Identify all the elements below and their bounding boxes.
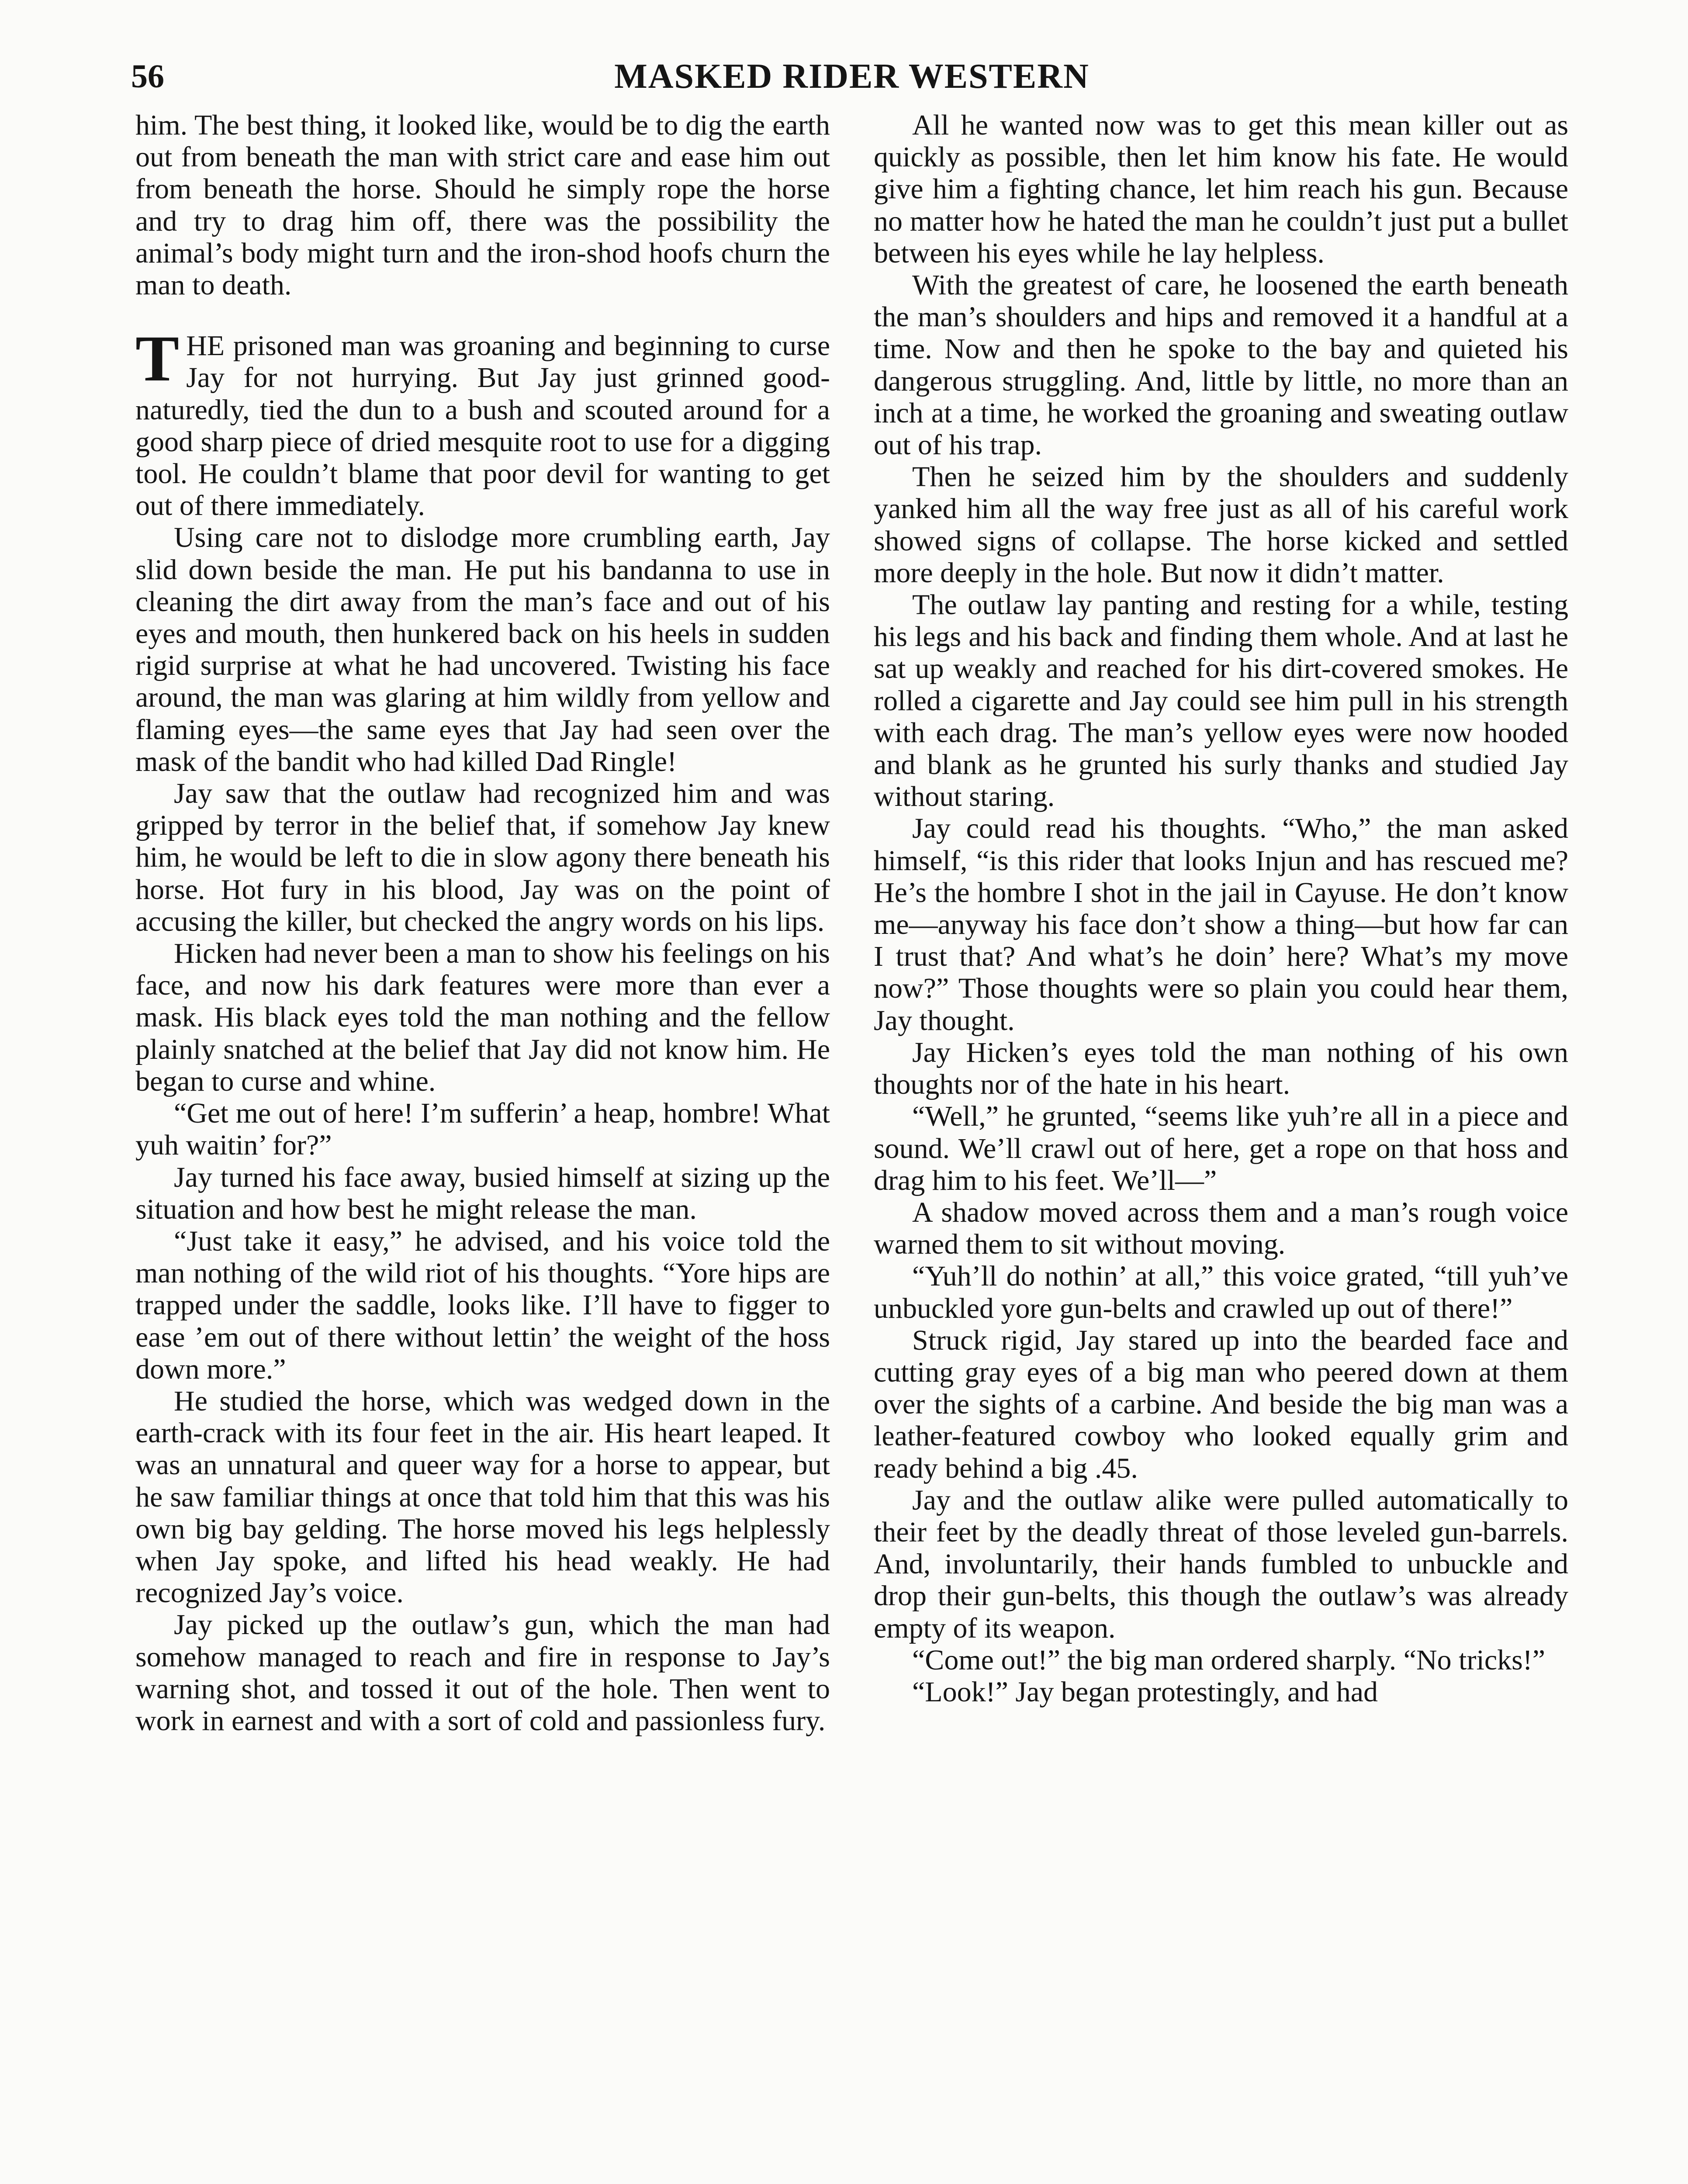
paragraph: All he wanted now was to get this mean killer out as quickly as possible, then let him know his fate. He would give him a fighting chance, let him reach his gun. Because no matter how he hated the man he couldn’t just put a bullet between his eyes while he lay helpless.: [874, 109, 1568, 269]
paragraph: “Well,” he grunted, “seems like yuh’re all in a piece and sound. We’ll crawl out of here, get a rope on that hoss and drag him to his feet. We’ll—”: [874, 1100, 1568, 1196]
running-head: MASKED RIDER WESTERN: [614, 57, 1090, 96]
paragraph: A shadow moved across them and a man’s rough voice warned them to sit without moving.: [874, 1196, 1568, 1261]
paragraph: “Just take it easy,” he advised, and his voice told the man nothing of the wild riot of his thoughts. “Yore hips are trapped under the saddle, looks like. I’ll have to figger to ease ’em out of there without lettin’ the weight of the hoss down more.”: [135, 1225, 830, 1385]
paragraph: The outlaw lay panting and resting for a while, testing his legs and his back and finding them whole. And at last he sat up weakly and reached for his dirt-covered smokes. He rolled a cigarette and Jay could see him pull in his strength with each drag. The man’s yellow eyes were now hooded and blank as he grunted his surly thanks and studied Jay without staring.: [874, 589, 1568, 813]
paragraph: Jay saw that the outlaw had recognized him and was gripped by terror in the belief that, if somehow Jay knew him, he would be left to die in slow agony there beneath his horse. Hot fury in his blood, Jay was on the point of accusing the killer, but checked the angry words on his lips.: [135, 778, 830, 937]
paragraph: “Come out!” the big man ordered sharply. “No tricks!”: [912, 1644, 1546, 1676]
paragraph: With the greatest of care, he loosened the earth beneath the man’s shoulders and hips and removed it a handful at a time. Now and then he spoke to the bay and quieted his dangerous struggling. And, little by little, no more than an inch at a time, he worked the groaning and sweating outlaw out of his trap.: [874, 269, 1568, 461]
page-header: [131, 52, 1573, 100]
paragraph: “Look!” Jay began protestingly, and had: [912, 1676, 1378, 1708]
left-column: [135, 109, 830, 2184]
paragraph: Jay could read his thoughts. “Who,” the man asked himself, “is this rider that looks Injun and has rescued me? He’s the hombre I shot in the jail in Cayuse. He don’t know me—anyway his face don’t show a thing—but how far can I trust that? And what’s he doin’ here? What’s my move now?” Those thoughts were so plain you could hear them, Jay thought.: [874, 812, 1568, 1037]
paragraph: Using care not to dislodge more crumbling earth, Jay slid down beside the man. He put his bandanna to use in cleaning the dirt away from the man’s face and out of his eyes and mouth, then hunkered back on his heels in sudden rigid surprise at what he had uncovered. Twisting his face around, the man was glaring at him wildly from yellow and flaming eyes—the same eyes that Jay had seen over the mask of the bandit who had killed Dad Ringle!: [135, 522, 830, 778]
paragraph: him. The best thing, it looked like, would be to dig the earth out from beneath the man with strict care and ease him out from beneath the horse. Should he simply rope the horse and try to drag him off, there was the possibility the animal’s body might turn and the iron-shod hoofs churn the man to death.: [135, 109, 830, 301]
paragraph-text: HE prisoned man was groaning and beginning to curse Jay for not hurrying. But Jay just grinned good-naturedly, tied the dun to a bush and scouted around for a good sharp piece of dried mesquite root to use for a digging tool. He couldn’t blame that poor devil for wanting to get out of there immediately.: [135, 330, 830, 522]
paragraph: Jay picked up the outlaw’s gun, which the man had somehow managed to reach and fire in response to Jay’s warning shot, and tossed it out of the hole. Then went to work in earnest and with a sort of cold and passionless fury.: [135, 1609, 830, 1737]
paragraph: Struck rigid, Jay stared up into the bearded face and cutting gray eyes of a big man who peered down at them over the sights of a carbine. And beside the big man was a leather-featured cowboy who looked equally grim and ready behind a big .45.: [874, 1324, 1568, 1484]
paragraph: Jay Hicken’s eyes told the man nothing of his own thoughts nor of the hate in his heart.: [874, 1036, 1568, 1101]
page-number: 56: [131, 58, 164, 95]
paragraph: He studied the horse, which was wedged down in the earth-crack with its four feet in the air. His heart leaped. It was an unnatural and queer way for a horse to appear, but he saw familiar things at once that told him that this was his own big bay gelding. The horse moved his legs helplessly when Jay spoke, and lifted his head weakly. He had recognized Jay’s voice.: [135, 1385, 830, 1609]
paragraph: “Get me out of here! I’m sufferin’ a heap, hombre! What yuh waitin’ for?”: [135, 1097, 830, 1161]
paragraph: “Yuh’ll do nothin’ at all,” this voice grated, “till yuh’ve unbuckled yore gun-belts and crawled up out of there!”: [874, 1260, 1568, 1324]
right-column: [874, 109, 1568, 2184]
paragraph: Hicken had never been a man to show his feelings on his face, and now his dark features were more than ever a mask. His black eyes told the man nothing and the fellow plainly snatched at the belief that Jay did not know him. He began to curse and whine.: [135, 937, 830, 1097]
paragraph: Then he seized him by the shoulders and suddenly yanked him all the way free just as all of his careful work showed signs of collapse. The horse kicked and settled more deeply in the hole. But now it didn’t matter.: [874, 461, 1568, 589]
drop-cap: T: [135, 322, 180, 395]
paragraph: Jay and the outlaw alike were pulled automatically to their feet by the deadly threat of those leveled gun-barrels. And, involuntarily, their hands fumbled to unbuckle and drop their gun-belts, this though the outlaw’s was already empty of its weapon.: [874, 1484, 1568, 1644]
section-start-paragraph: [135, 322, 830, 522]
paragraph: Jay turned his face away, busied himself at sizing up the situation and how best he might release the man.: [135, 1161, 830, 1225]
